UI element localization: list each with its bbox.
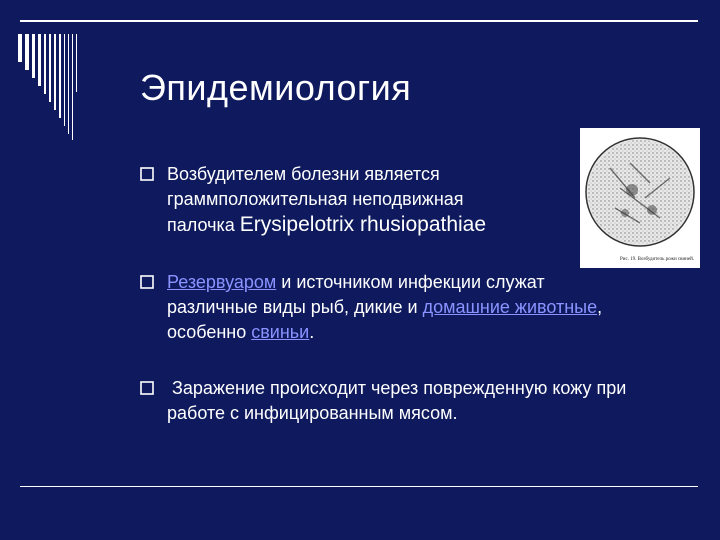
pathogen-prefix: палочка <box>167 215 240 235</box>
bottom-rule <box>20 486 698 487</box>
species-name: Erysipelotrix rhusiopathiae <box>239 213 487 236</box>
bacteria-figure <box>580 128 700 268</box>
pathogen-line-1: Возбудителем болезни является <box>167 164 440 184</box>
reservoir-line-2 <box>167 295 687 320</box>
pigs-link[interactable]: свиньи <box>251 322 310 342</box>
slide-title: Эпидемиология <box>140 67 412 108</box>
domestic-animals-link[interactable]: домашние животные <box>422 297 598 317</box>
pathogen-line-2: граммположительная неподвижная <box>167 189 464 209</box>
reservoir-text-5: . <box>309 322 315 342</box>
figure-caption: Рис. 19. Возбудитель рожи свиней. <box>619 257 694 262</box>
reservoir-line-3 <box>167 320 687 345</box>
top-rule <box>20 20 698 22</box>
reservoir-text-4: особенно <box>167 322 252 342</box>
infection-line-2: работе с инфицированным мясом. <box>167 403 458 423</box>
bullet-text-reservoir <box>167 270 687 345</box>
square-bullet-icon <box>140 167 154 181</box>
reservoir-text-3: , <box>597 297 603 317</box>
reservoir-text-2: различные виды рыб, дикие и <box>167 297 423 317</box>
microscope-image <box>580 128 700 268</box>
pathogen-line-3 <box>167 212 577 238</box>
square-bullet-icon <box>140 381 154 395</box>
infection-line-1: Заражение происходит через поврежденную кожу при <box>167 378 627 398</box>
bullet-text-pathogen <box>167 162 577 238</box>
reservoir-line-1 <box>167 270 687 295</box>
reservoir-text-1: и источником инфекции служат <box>276 272 545 292</box>
square-bullet-icon <box>140 275 154 289</box>
bullet-text-infection <box>167 376 697 426</box>
reservoir-link[interactable]: Резервуаром <box>167 272 277 292</box>
decorative-bars <box>16 34 126 144</box>
